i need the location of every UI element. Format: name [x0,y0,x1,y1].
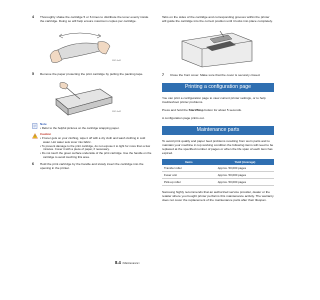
yield-cell: Approx. 50,000 pages [216,172,274,179]
step-7 [162,73,274,77]
packing-tape-icon [40,79,122,119]
section-title-config: Printing a configuration page [162,83,274,92]
page-footer [115,260,140,265]
page-number: 8.4 [115,260,121,265]
maintenance-outro: Samsung highly recommends that an authorized service provider, dealer or the retailer where you bought printer performs this maintenance activity. The warranty does not cover the replacement of the maintenance parts after their lifespan. [162,190,274,202]
insert-cartridge-illustration [172,27,274,69]
config-instruction [162,108,274,112]
step-6 [32,162,152,170]
maintenance-intro: To avoid print quality and paper feed problems resulting from worn parts and to maintain your machine in top working condition the following items will need to be replaced at the specified number of pages or when the life span of each item has expired. [162,139,274,155]
left-column [32,15,152,172]
step-text: Thoroughly shake the cartridge 5 or 6 times to distribute the toner evenly inside the cartridge. Doing so will help ensure maximum copies per cartridge. [40,15,149,23]
step-number: 4 [32,15,34,19]
config-para: You can print a configuration page to view current printer settings, or to help troubleshoot printer problems. [162,96,266,104]
note-title: Note [40,122,47,126]
config-result: A configuration page prints out. [162,116,205,120]
step-6-continued: Tabs on the sides of the cartridge and corresponding grooves within the printer will guide the cartridge into the correct position until it locks into place completely. [162,15,273,23]
column-header: Items [162,159,216,165]
warning-icon [32,133,38,139]
maintenance-parts-table [162,159,274,186]
step-5 [32,72,152,76]
printer-insert-icon [172,27,258,69]
section-title-maintenance: Maintenance parts [162,126,274,135]
remove-paper-illustration [40,79,152,119]
step-text: Close the front cover. Make sure that the cover is securely closed. [170,73,261,77]
item-cell: Pick-up roller [162,179,216,186]
yield-cell: Approx. 50,000 pages [216,165,274,172]
caution-block [32,133,152,159]
instruction-prefix: Press and hold the [162,108,189,112]
note-block [32,123,152,130]
figure-code: 5567-0x02 [112,111,121,113]
step-number: 5 [32,72,34,76]
cartridge-shake-icon [40,26,122,68]
start-stop-label: Start/Stop [188,108,204,112]
instruction-suffix: button for about 5 seconds. [203,108,242,112]
caution-bullet: • Do not touch the green surface underside of the print cartridge. Use the handle on the cartridge to avoid touching this area. [40,150,152,159]
figure-code: 5567-0x01 [112,60,121,62]
step-4 [32,15,152,23]
note-bullet: • Refer to the helpful pictures on the cartridge wrapping paper. [40,125,120,130]
step-number: 7 [162,73,164,77]
item-cell: Fuser unit [162,172,216,179]
step-text: Hold the print cartridge by the handle and slowly insert the cartridge into the opening in the printer. [40,162,144,171]
caution-bullet: • To prevent damage to the print cartridge, do not expose it to light for more than a few minutes. Cover it with a piece of paper, if necessary. [40,143,151,152]
step-text: Remove the paper protecting the print cartridge by pulling the packing tape. [40,72,144,76]
item-cell: Transfer roller [162,165,216,172]
table-row [162,179,274,186]
note-icon [32,123,38,129]
shake-cartridge-illustration [40,26,152,68]
chapter-label: <Maintenance> [122,262,140,265]
table-row [162,172,274,179]
right-column [162,15,274,206]
step-number: 6 [32,162,34,167]
caution-title: Caution [40,132,52,137]
caution-bullet: • If toner gets on your clothing, wipe it off with a dry cloth and wash clothing in cold water. Hot water sets toner into fabric. [40,136,146,144]
column-header: Yield (Average) [216,159,274,165]
yield-cell: Approx. 50,000 pages [216,179,274,186]
